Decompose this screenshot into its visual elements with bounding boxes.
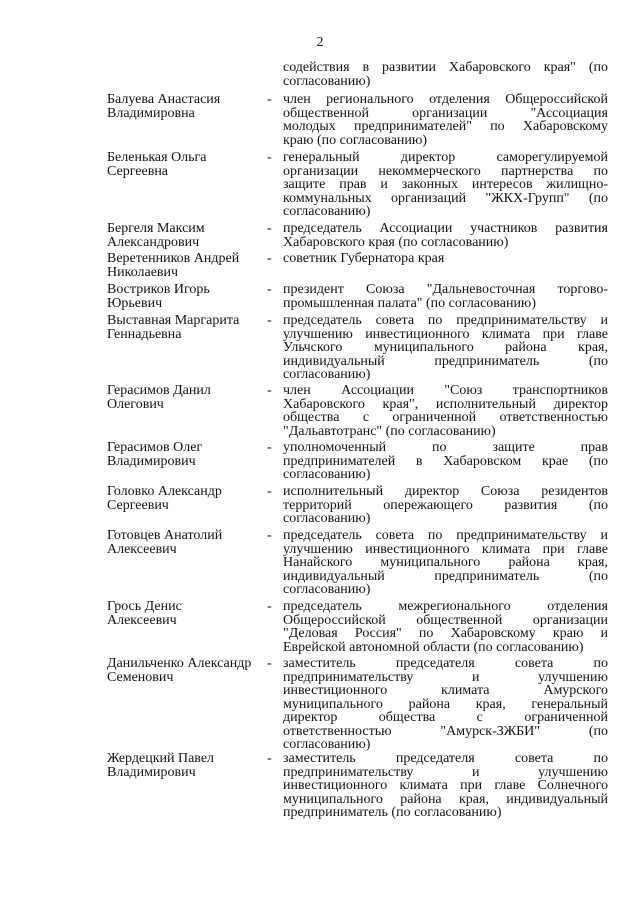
member-name: [107, 283, 262, 310]
name-line: Николаевич: [107, 264, 179, 280]
position-line: Хабаровского края", исполнительный директор: [283, 396, 608, 412]
member-name: [107, 151, 262, 178]
member-position: [283, 384, 608, 438]
text-line: согласованию): [283, 73, 371, 89]
dash-separator: -: [267, 282, 272, 297]
name-line: Владимирович: [107, 453, 196, 469]
name-line: Беленькая Ольга: [107, 150, 207, 165]
position-line: советник Губернатора края: [283, 251, 445, 266]
position-line: предпринимателей в Хабаровском крае (по: [283, 453, 608, 469]
position-line: инвестиционного климата Амурского: [283, 683, 608, 698]
position-line: член регионального отделения Общероссийской: [283, 92, 608, 107]
member-position: [283, 600, 608, 654]
member-name: [107, 441, 262, 468]
dash-separator: -: [267, 150, 272, 165]
position-line: председатель совета по предпринимательству и: [283, 313, 608, 328]
name-line: Готовцев Анатолий: [107, 528, 223, 543]
position-line: ответственностью "Амурск-ЗЖБИ" (по: [283, 723, 608, 739]
member-position: [283, 222, 608, 249]
position-line: предприниматель (по согласованию): [283, 805, 502, 820]
dash-separator: -: [267, 599, 272, 614]
member-position: [283, 752, 608, 820]
dash-separator: -: [267, 484, 272, 499]
member-position: [283, 252, 608, 266]
member-position: [283, 93, 608, 147]
position-line: согласованию): [283, 204, 371, 219]
name-line: Балуева Анастасия: [107, 92, 221, 107]
dash-separator: -: [267, 313, 272, 328]
position-line: общественной организации "Ассоциация: [283, 105, 608, 121]
position-line: муниципального района края, индивидуальный: [283, 791, 608, 807]
position-line: генеральный директор саморегулируемой: [283, 150, 608, 165]
position-line: член Ассоциации "Союз транспортников: [283, 383, 608, 398]
name-line: Герасимов Олег: [107, 440, 203, 455]
position-line: согласованию): [283, 582, 371, 597]
position-line: Общероссийской общественной организации: [283, 612, 608, 628]
member-position: [283, 441, 608, 482]
position-line: Хабаровского края (по согласованию): [283, 234, 509, 250]
position-line: улучшению инвестиционного климата при главе: [283, 541, 608, 557]
position-line: муниципального района края, генеральный: [283, 696, 608, 712]
name-line: Сергеевна: [107, 163, 169, 179]
dash-separator: -: [267, 528, 272, 543]
dash-separator: -: [267, 92, 272, 107]
name-line: Выставная Маргарита: [107, 313, 240, 328]
dash-separator: -: [267, 751, 272, 766]
position-line: председатель Ассоциации участников развития: [283, 221, 608, 236]
member-name: [107, 752, 262, 779]
position-line: директор общества с ограниченной: [283, 710, 608, 725]
position-line: индивидуальный предприниматель (по: [283, 353, 608, 369]
position-line: согласованию): [283, 737, 371, 752]
name-line: Алексеевич: [107, 541, 177, 557]
member-name: [107, 657, 262, 684]
position-line: общества с ограниченной ответственностью: [283, 410, 608, 425]
member-position: [283, 485, 608, 526]
page-number: 2: [316, 35, 324, 50]
name-line: Бергеля Максим: [107, 221, 205, 236]
text-line: содействия в развитии Хабаровского края" (по: [283, 60, 608, 75]
position-line: организации некоммерческого партнерства по: [283, 163, 608, 179]
name-line: Александрович: [107, 234, 200, 250]
member-name: [107, 485, 262, 512]
name-line: Веретенников Андрей: [107, 251, 240, 266]
name-line: Владимирович: [107, 764, 196, 780]
position-line: президент Союза "Дальневосточная торгово-: [283, 282, 608, 297]
member-name: [107, 222, 262, 249]
member-name: [107, 529, 262, 556]
position-line: "Дальавтотранс" (по согласованию): [283, 423, 496, 439]
position-line: молодых предпринимателей" по Хабаровскому: [283, 119, 608, 134]
position-line: улучшению инвестиционного климата при главе: [283, 326, 608, 342]
name-line: Герасимов Данил: [107, 383, 211, 398]
name-line: Владимировна: [107, 105, 195, 121]
continued-description: [283, 61, 608, 88]
member-position: [283, 529, 608, 597]
position-line: предпринимательству и улучшению: [283, 764, 608, 780]
member-name: [107, 252, 262, 279]
position-line: согласованию): [283, 511, 371, 526]
member-position: [283, 151, 608, 219]
position-line: коммунальных организаций "ЖКХ-Групп" (по: [283, 190, 608, 206]
name-line: Семенович: [107, 669, 174, 685]
dash-separator: -: [267, 656, 272, 671]
name-line: Данильченко Александр: [107, 656, 252, 671]
position-line: заместитель председателя совета по: [283, 656, 608, 671]
position-line: предпринимательству и улучшению: [283, 669, 608, 685]
name-line: Геннадьевна: [107, 326, 182, 342]
member-name: [107, 600, 262, 627]
dash-separator: -: [267, 383, 272, 398]
position-line: "Деловая Россия" по Хабаровскому краю и: [283, 626, 608, 641]
position-line: краю (по согласованию): [283, 132, 428, 148]
member-position: [283, 314, 608, 382]
name-line: Востриков Игорь: [107, 282, 210, 297]
position-line: защите прав и законных интересов жилищно-: [283, 177, 608, 192]
name-line: Головко Александр: [107, 484, 222, 499]
name-line: Алексеевич: [107, 612, 177, 628]
position-line: уполномоченный по защите прав: [283, 440, 608, 455]
position-line: инвестиционного климата при главе Солнечного: [283, 778, 608, 793]
position-line: заместитель председателя совета по: [283, 751, 608, 766]
dash-separator: -: [267, 221, 272, 236]
name-line: Сергеевич: [107, 497, 169, 513]
member-name: [107, 93, 262, 120]
name-line: Юрьевич: [107, 295, 163, 311]
position-line: согласованию): [283, 367, 371, 382]
position-line: председатель межрегионального отделения: [283, 599, 608, 614]
member-name: [107, 314, 262, 341]
position-line: Еврейской автономной области (по согласованию): [283, 639, 584, 655]
name-line: Грось Денис: [107, 599, 182, 614]
position-line: промышленная палата" (по согласованию): [283, 295, 537, 311]
member-name: [107, 384, 262, 411]
dash-separator: -: [267, 440, 272, 455]
position-line: исполнительный директор Союза резидентов: [283, 484, 608, 499]
name-line: Олегович: [107, 396, 164, 412]
dash-separator: -: [267, 251, 272, 266]
name-line: Жердецкий Павел: [107, 751, 215, 766]
position-line: индивидуальный предприниматель (по: [283, 568, 608, 584]
position-line: Ульчского муниципального района края,: [283, 340, 608, 355]
position-line: территорий опережающего развития (по: [283, 497, 608, 513]
position-line: председатель совета по предпринимательству и: [283, 528, 608, 543]
member-position: [283, 657, 608, 752]
member-position: [283, 283, 608, 310]
position-line: Нанайского муниципального района края,: [283, 555, 608, 570]
position-line: согласованию): [283, 467, 371, 482]
